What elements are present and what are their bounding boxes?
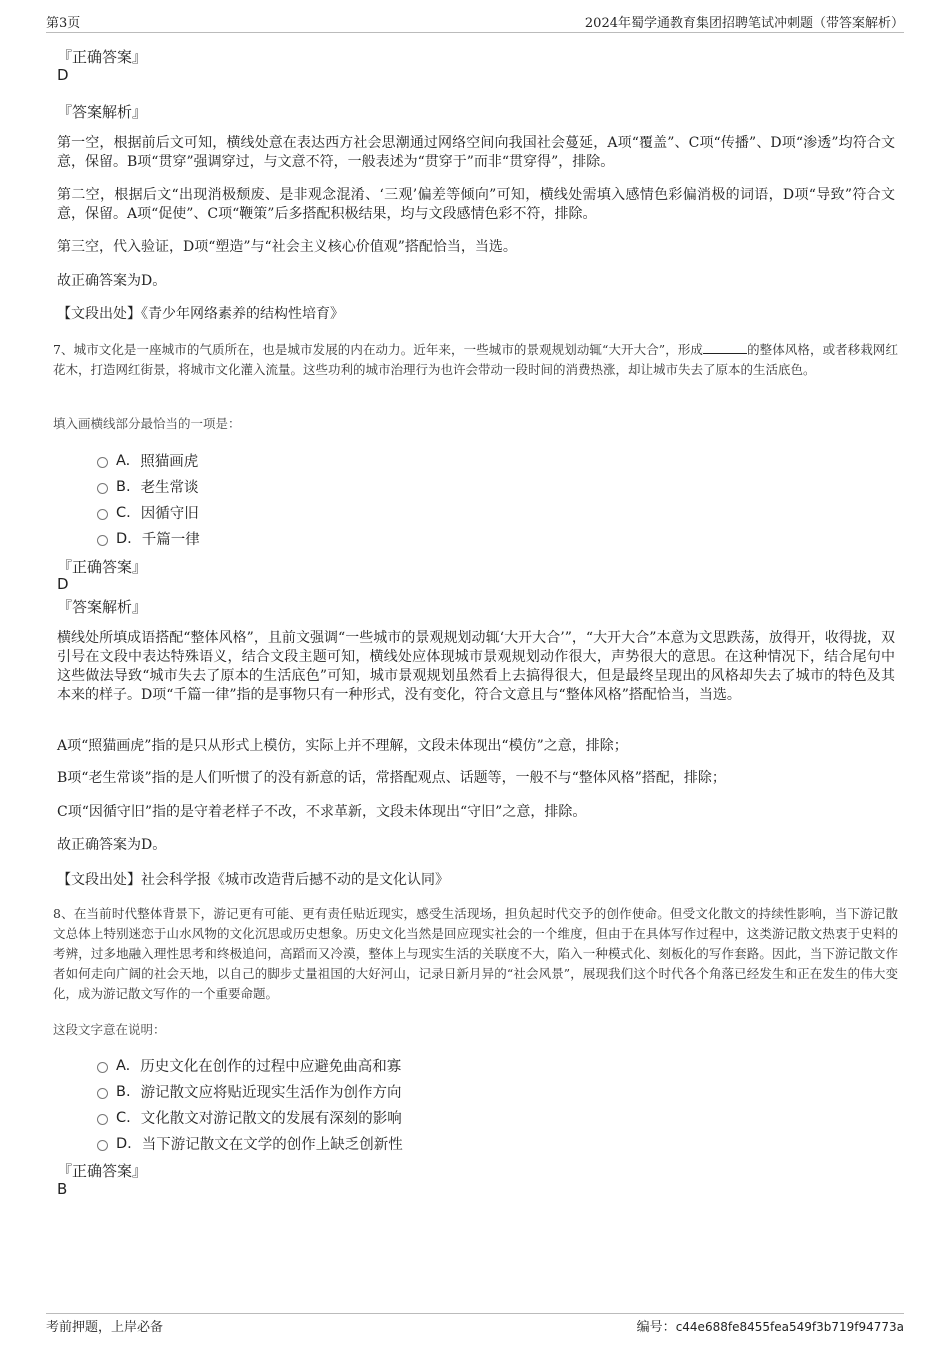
radio-icon[interactable] — [97, 1114, 108, 1125]
footer-slogan: 考前押题，上岸必备 — [46, 1320, 164, 1335]
page-header — [46, 12, 904, 33]
question-prompt: 填入画横线部分最恰当的一项是： — [53, 416, 241, 431]
option-c[interactable]: C. 文化散文对游记散文的发展有深刻的影响 — [97, 1107, 402, 1128]
answer-value: D — [57, 575, 69, 593]
source-citation: 【文段出处】《青少年网络素养的结构性培育》 — [57, 306, 344, 322]
option-b[interactable]: B. 老生常谈 — [97, 476, 199, 497]
option-d[interactable]: D. 当下游记散文在文学的创作上缺乏创新性 — [97, 1133, 403, 1154]
analysis-label: 『答案解析』 — [57, 103, 148, 121]
question-stem — [53, 340, 898, 380]
option-c[interactable]: C. 因循守旧 — [97, 502, 199, 523]
analysis-paragraph: 故正确答案为D。 — [57, 837, 167, 853]
answer-label: 『正确答案』 — [57, 558, 148, 576]
answer-value: B — [57, 1180, 68, 1198]
analysis-paragraph: B项“老生常谈”指的是人们听惯了的没有新意的话，常搭配观点、话题等，一般不与“整体风格”搭配，排除； — [57, 770, 726, 786]
radio-icon[interactable] — [97, 509, 108, 520]
radio-icon[interactable] — [97, 1088, 108, 1099]
answer-value: D — [57, 66, 69, 84]
question-stem: 8、在当前时代整体背景下，游记更有可能、更有责任贴近现实，感受生活现场，担负起时代交予的创作使命。但受文化散文的持续性影响，当下游记散文总体上特别迷恋于山水风物的文化沉思或历史想象。历史文化当然是回应现实社会的一个维度，但由于在具体写作过程中，这类游记散文热衷于史料的考辨，过多地融入理性思考和终极追问，高蹈而又冷漠，整体上与现实生活的关联度不大，陷入一种模式化、刻板化的写作套路。因此，当下游记散文作者如何走向广阔的社会天地，以自己的脚步丈量祖国的大好河山，记录日新月异的“社会风景”，展现我们这个时代各个角落已经发生和正在发生的伟大变化，成为游记散文写作的一个重要命题。 — [53, 906, 898, 1001]
analysis-paragraph: 横线处所填成语搭配“整体风格”，且前文强调“一些城市的景观规划动辄‘大开大合’”，“大开大合”本意为文思跌荡，放得开，收得拢，双引号在文段中表达特殊语义，结合文段主题可知，横线处应体现城市景观规划动作很大，声势很大的意思。在这种情况下，结合尾句中这些做法导致“城市失去了原本的生活底色”可知，城市景观规划虽然看上去搞得很大，但是最终呈现出的风格却失去了城市的特色及其本来的样子。D项“千篇一律”指的是事物只有一种形式，没有变化，符合文意且与“整体风格”搭配恰当，当选。 — [57, 630, 895, 703]
analysis-paragraph: 第三空，代入验证，D项“塑造”与“社会主义核心价值观”搭配恰当，当选。 — [57, 239, 517, 255]
document-title: 2024年蜀学通教育集团招聘笔试冲刺题（带答案解析） — [584, 16, 904, 31]
analysis-paragraph: C项“因循守旧”指的是守着老样子不改，不求革新，文段未体现出“守旧”之意，排除。 — [57, 804, 587, 820]
analysis-paragraph: 第二空，根据后文“出现消极颓废、是非观念混淆、‘三观’偏差等倾向”可知，横线处需填入感情色彩偏消极的词语，D项“导致”符合文意，保留。A项“促使”、C项“鞭策”后多搭配积极结果，均与文段感情色彩不符，排除。 — [57, 187, 895, 222]
radio-icon[interactable] — [97, 1062, 108, 1073]
radio-icon[interactable] — [97, 457, 108, 468]
option-b[interactable]: B. 游记散文应将贴近现实生活作为创作方向 — [97, 1081, 402, 1102]
question-stem-part: 的整体风格，或者移栽网红花木，打造网红街景，将城市文化灌入流量。这些功利的城市治理行为也许会带动一段时间的消费热涨，却让城市失去了原本的生活底色。 — [53, 342, 898, 377]
answer-label: 『正确答案』 — [57, 1162, 148, 1180]
question-stem-part: 7、城市文化是一座城市的气质所在，也是城市发展的内在动力。近年来，一些城市的景观规划动辄“大开大合”，形成 — [53, 342, 704, 357]
question-prompt: 这段文字意在说明： — [53, 1022, 166, 1037]
radio-icon[interactable] — [97, 535, 108, 546]
page-number: 第3页 — [46, 16, 81, 31]
source-citation: 【文段出处】社会科学报《城市改造背后撼不动的是文化认同》 — [57, 872, 449, 888]
fill-blank — [703, 341, 747, 354]
document-code: 编号：c44e688fe8455fea549f3b719f94773a — [636, 1320, 904, 1335]
radio-icon[interactable] — [97, 1140, 108, 1151]
option-a[interactable]: A. 照猫画虎 — [97, 450, 198, 471]
analysis-paragraph: 故正确答案为D。 — [57, 273, 167, 289]
page-footer — [46, 1313, 904, 1335]
answer-label: 『正确答案』 — [57, 48, 148, 66]
analysis-paragraph: 第一空，根据前后文可知，横线处意在表达西方社会思潮通过网络空间向我国社会蔓延，A项“覆盖”、C项“传播”、D项“渗透”均符合文意，保留。B项“贯穿”强调穿过，与文意不符，一般表述为“贯穿于”而非“贯穿得”，排除。 — [57, 135, 895, 170]
analysis-label: 『答案解析』 — [57, 598, 148, 616]
option-a[interactable]: A. 历史文化在创作的过程中应避免曲高和寡 — [97, 1055, 401, 1076]
radio-icon[interactable] — [97, 483, 108, 494]
analysis-paragraph: A项“照猫画虎”指的是只从形式上模仿，实际上并不理解，文段未体现出“模仿”之意，排除； — [57, 738, 628, 754]
option-d[interactable]: D. 千篇一律 — [97, 528, 200, 549]
